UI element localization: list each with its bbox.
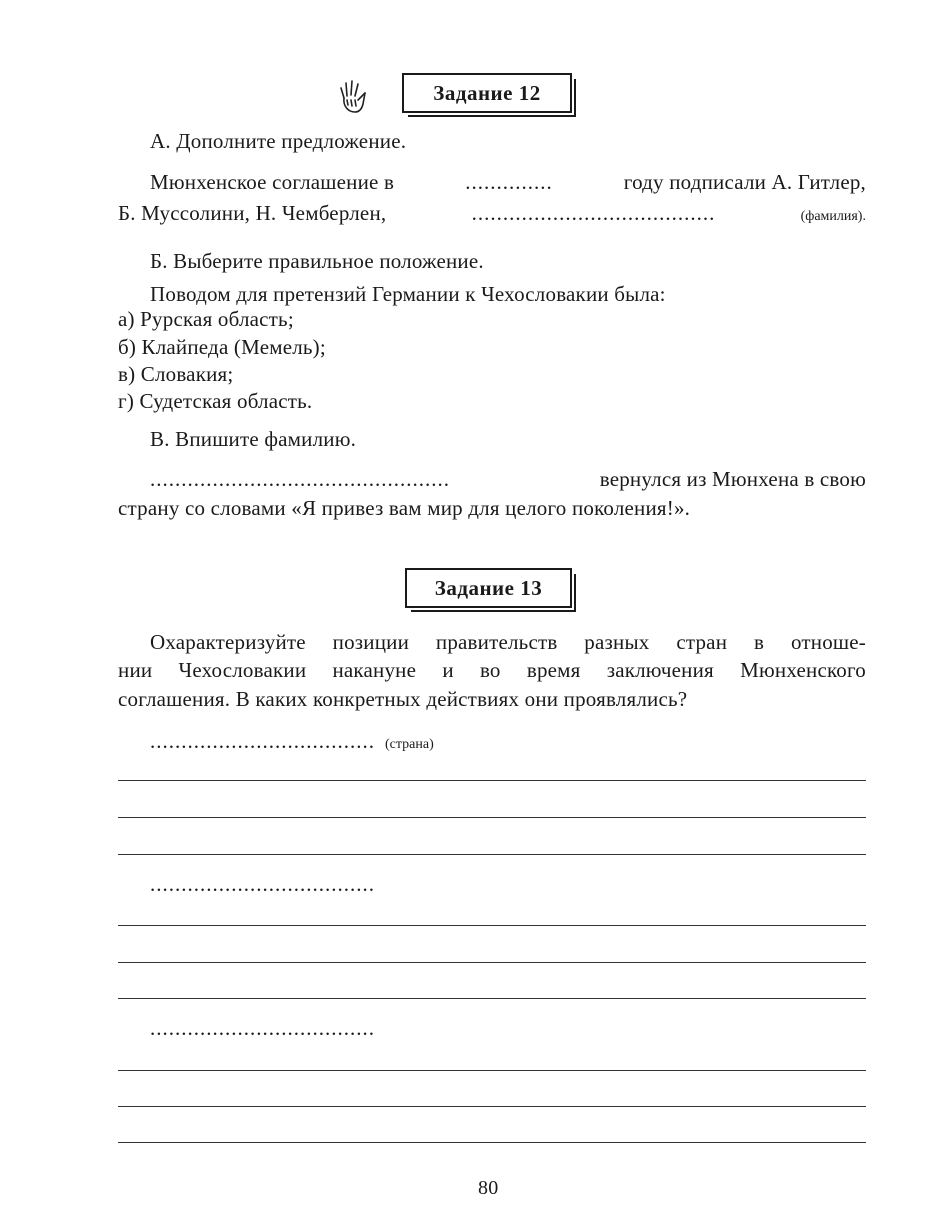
answer-blank-year[interactable]: .............. — [465, 170, 553, 194]
country-blank-1[interactable]: .................................... — [150, 729, 375, 753]
answer-blank-surname[interactable]: ....................................... — [471, 201, 716, 225]
task-12-part-b-heading: Б. Выберите правильное положение. — [150, 249, 484, 273]
task-13-text-line3: соглашения. В каких конкретных действиях они проявлялись? — [118, 687, 688, 711]
country-blank-2[interactable]: .................................... — [150, 872, 375, 896]
option-d[interactable]: г) Судетская область. — [118, 389, 313, 413]
country-hint: (страна) — [385, 737, 434, 752]
c-line1-end: вернулся из Мюнхена в свою — [599, 467, 866, 491]
task-13-text-line2: нии Чехословакии накануне и во время заключения Мюнхенского — [118, 658, 866, 682]
task-12-title: Задание 12 — [402, 73, 572, 113]
task-12-part-a-line1 — [150, 172, 866, 193]
answer-line[interactable] — [118, 817, 866, 818]
answer-blank-name[interactable]: ................................................ — [150, 467, 450, 491]
option-a[interactable]: а) Рурская область; — [118, 307, 294, 331]
task-12-part-c-line2: страну со словами «Я привез вам мир для целого поколения!». — [118, 496, 691, 520]
task-13-text-line1: Охарактеризуйте позиции правительств разных стран в отноше- — [150, 630, 866, 654]
line1-start: Мюнхенское соглашение в — [150, 170, 395, 194]
line1-end: году подписали А. Гитлер, — [623, 170, 866, 194]
task-12-part-b-question: Поводом для претензий Германии к Чехословакии была: — [150, 282, 666, 306]
hand-icon — [334, 76, 374, 116]
country-field-1[interactable] — [150, 731, 434, 753]
answer-line[interactable] — [118, 1070, 866, 1071]
answer-line[interactable] — [118, 998, 866, 999]
option-b[interactable]: б) Клайпеда (Мемель); — [118, 335, 326, 359]
answer-line[interactable] — [118, 854, 866, 855]
task-12-part-c-heading: В. Впишите фамилию. — [150, 427, 357, 451]
task-12-part-c-line1 — [150, 469, 866, 490]
page-number: 80 — [478, 1177, 499, 1199]
answer-line[interactable] — [118, 780, 866, 781]
task-12-part-a-line2 — [118, 203, 866, 225]
task-13-title: Задание 13 — [405, 568, 572, 608]
option-c[interactable]: в) Словакия; — [118, 362, 234, 386]
task-12-part-a-heading: А. Дополните предложение. — [150, 129, 407, 153]
answer-line[interactable] — [118, 962, 866, 963]
answer-line[interactable] — [118, 925, 866, 926]
country-blank-3[interactable]: .................................... — [150, 1016, 375, 1040]
answer-line[interactable] — [118, 1142, 866, 1143]
answer-line[interactable] — [118, 1106, 866, 1107]
surname-hint: (фамилия). — [800, 209, 866, 224]
line2-start: Б. Муссолини, Н. Чемберлен, — [118, 201, 387, 225]
